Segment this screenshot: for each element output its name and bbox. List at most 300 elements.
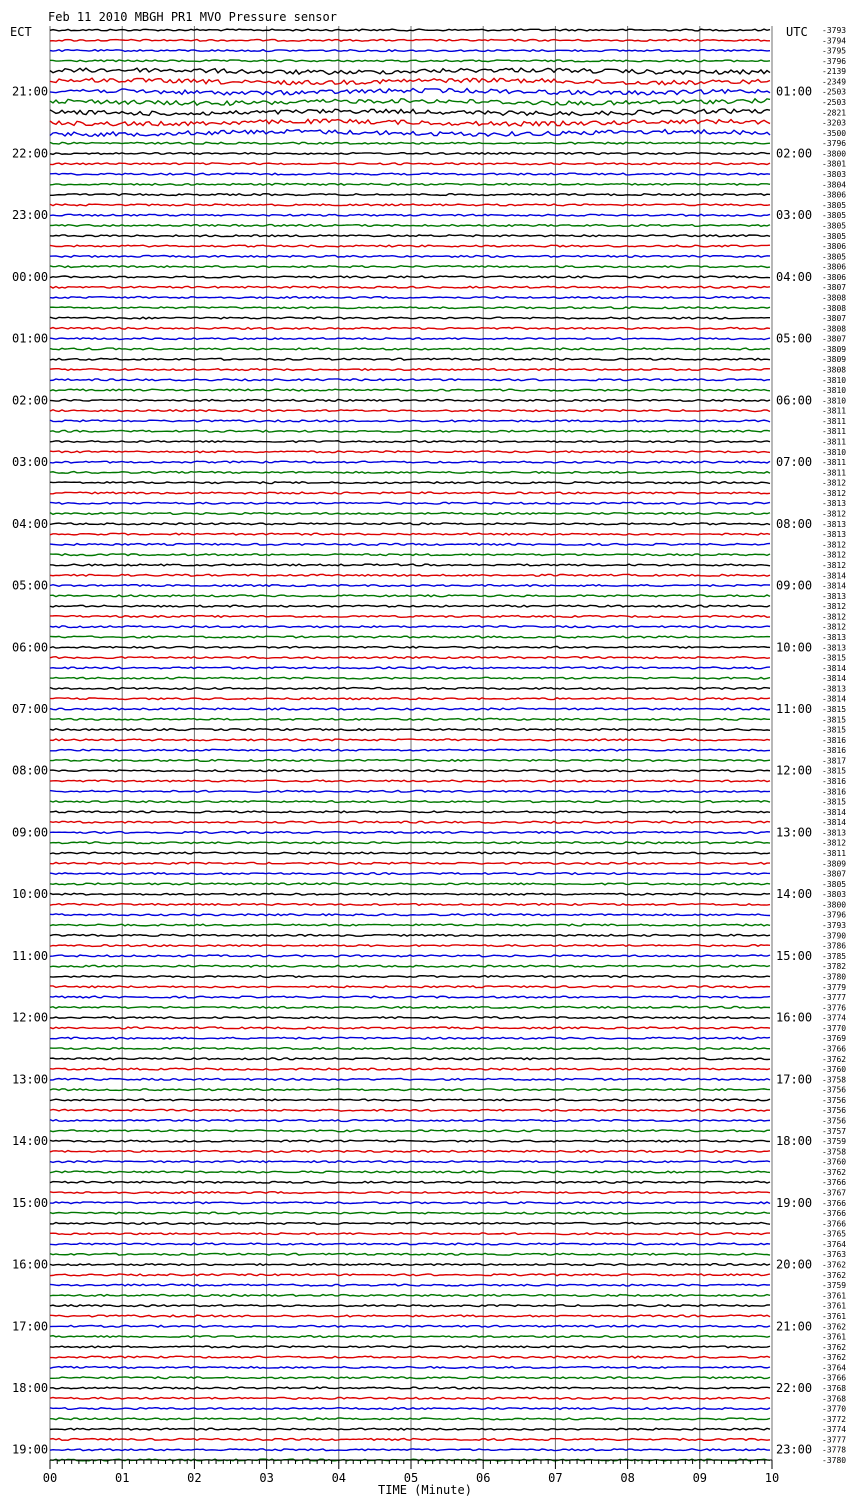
trace-value-label: -3814: [822, 674, 847, 684]
ect-hour-label: 06:00: [12, 640, 49, 655]
trace-line-109: [50, 1150, 770, 1152]
trace-value-label: -3770: [822, 1404, 847, 1414]
utc-hour-label: 19:00: [776, 1195, 813, 1210]
utc-hour-label: 09:00: [776, 578, 813, 593]
trace-value-label: -3770: [822, 1023, 847, 1033]
trace-line-137: [50, 1439, 770, 1441]
trace-value-label: -3796: [822, 910, 847, 920]
trace-value-label: -3759: [822, 1137, 847, 1147]
trace-value-label: -3776: [822, 1003, 847, 1013]
trace-line-11: [50, 142, 770, 144]
trace-line-81: [50, 862, 770, 864]
trace-value-label: -3814: [822, 663, 847, 673]
trace-line-16: [50, 194, 770, 196]
trace-line-52: [50, 564, 770, 566]
trace-value-label: -3778: [822, 1445, 847, 1455]
trace-line-21: [50, 245, 770, 247]
trace-line-64: [50, 688, 770, 690]
trace-line-23: [50, 266, 770, 268]
trace-value-label: -3762: [822, 1054, 847, 1064]
trace-value-label: -3500: [822, 128, 847, 138]
trace-line-24: [50, 276, 770, 278]
trace-line-115: [50, 1212, 770, 1214]
trace-line-35: [50, 389, 770, 391]
trace-value-label: -3808: [822, 303, 847, 313]
trace-value-label: -3780: [822, 1456, 847, 1465]
trace-value-label: -3812: [822, 478, 847, 488]
trace-line-27: [50, 307, 770, 309]
trace-line-41: [50, 451, 770, 453]
trace-line-57: [50, 616, 770, 618]
trace-line-125: [50, 1315, 770, 1317]
ect-hour-label: 23:00: [12, 208, 49, 223]
trace-line-92: [50, 976, 770, 978]
ect-hour-label: 07:00: [12, 701, 49, 716]
ect-hour-label: 02:00: [12, 393, 49, 408]
trace-line-70: [50, 749, 770, 751]
trace-line-60: [50, 646, 770, 648]
trace-value-label: -3774: [822, 1425, 847, 1435]
trace-value-label: -3805: [822, 252, 847, 262]
trace-value-label: -3815: [822, 715, 847, 725]
trace-value-label: -3805: [822, 200, 847, 210]
trace-value-label: -3812: [822, 622, 847, 632]
trace-value-label: -2503: [822, 98, 847, 108]
ect-hour-label: 09:00: [12, 825, 49, 840]
utc-hour-label: 03:00: [776, 208, 813, 223]
utc-hour-label: 07:00: [776, 455, 813, 470]
trace-value-label: -3805: [822, 231, 847, 241]
ect-hour-label: 08:00: [12, 763, 49, 778]
trace-value-label: -3812: [822, 550, 847, 560]
trace-value-label: -2503: [822, 87, 847, 97]
ect-hour-label: 04:00: [12, 516, 49, 531]
trace-value-label: -3796: [822, 139, 847, 149]
utc-hour-label: 15:00: [776, 948, 813, 963]
trace-value-label: -3814: [822, 581, 847, 591]
trace-value-label: -3806: [822, 272, 847, 282]
trace-value-label: -3760: [822, 1157, 847, 1167]
utc-hour-label: 10:00: [776, 640, 813, 655]
utc-hour-label: 18:00: [776, 1134, 813, 1149]
trace-value-label: -3758: [822, 1075, 847, 1085]
trace-line-108: [50, 1140, 770, 1142]
trace-line-80: [50, 852, 770, 854]
trace-line-121: [50, 1274, 770, 1276]
trace-value-label: -3813: [822, 632, 847, 642]
trace-value-label: -3812: [822, 488, 847, 498]
trace-line-62: [50, 667, 770, 669]
trace-line-40: [50, 441, 770, 443]
trace-value-label: -3812: [822, 560, 847, 570]
x-axis-ticks: [43, 1460, 779, 1485]
trace-value-label: -3759: [822, 1281, 847, 1291]
trace-line-88: [50, 934, 770, 936]
trace-line-69: [50, 739, 770, 741]
trace-line-3: [50, 60, 770, 62]
trace-value-label: -3808: [822, 293, 847, 303]
ect-hour-label: 12:00: [12, 1010, 49, 1025]
utc-hour-label: 22:00: [776, 1380, 813, 1395]
trace-line-86: [50, 914, 770, 916]
trace-line-138: [50, 1449, 770, 1451]
trace-value-label: -3762: [822, 1260, 847, 1270]
ect-hour-label: 17:00: [12, 1319, 49, 1334]
ect-hour-label: 00:00: [12, 269, 49, 284]
trace-line-123: [50, 1295, 770, 1297]
trace-value-labels: [822, 26, 846, 1465]
trace-value-label: -3815: [822, 653, 847, 663]
trace-line-10: [50, 130, 770, 137]
ect-hour-labels: [12, 85, 48, 1457]
trace-value-label: -3807: [822, 869, 847, 879]
trace-value-label: -3812: [822, 540, 847, 550]
trace-line-34: [50, 379, 770, 381]
trace-line-79: [50, 842, 770, 844]
trace-line-26: [50, 297, 770, 299]
trace-value-label: -3808: [822, 324, 847, 334]
trace-value-label: -3794: [822, 36, 847, 46]
trace-value-label: -3814: [822, 818, 847, 828]
utc-hour-label: 14:00: [776, 887, 813, 902]
trace-value-label: -3809: [822, 344, 847, 354]
x-tick-label: 02: [187, 1471, 202, 1485]
trace-line-44: [50, 482, 770, 484]
trace-value-label: -3762: [822, 1322, 847, 1332]
trace-value-label: -3809: [822, 859, 847, 869]
x-tick-label: 09: [692, 1471, 708, 1485]
trace-value-label: -3813: [822, 519, 847, 529]
trace-line-5: [50, 78, 770, 85]
ect-hour-label: 11:00: [12, 948, 49, 963]
trace-value-label: -2139: [822, 67, 847, 77]
trace-value-label: -3757: [822, 1126, 847, 1136]
trace-line-47: [50, 513, 770, 515]
trace-value-label: -3806: [822, 190, 847, 200]
utc-hour-label: 21:00: [776, 1319, 813, 1334]
trace-line-116: [50, 1222, 770, 1224]
trace-line-107: [50, 1130, 770, 1132]
trace-line-31: [50, 348, 770, 350]
chart-title: Feb 11 2010 MBGH PR1 MVO Pressure sensor: [48, 10, 337, 24]
x-axis-label: TIME (Minute): [378, 1483, 472, 1497]
trace-value-label: -3813: [822, 828, 847, 838]
trace-line-129: [50, 1356, 770, 1358]
trace-line-71: [50, 760, 770, 762]
trace-line-128: [50, 1346, 770, 1348]
utc-hour-label: 01:00: [776, 84, 813, 99]
trace-value-label: -3782: [822, 962, 847, 972]
trace-line-37: [50, 410, 770, 412]
trace-line-97: [50, 1027, 770, 1029]
trace-value-label: -3810: [822, 396, 847, 406]
utc-hour-label: 02:00: [776, 146, 813, 161]
trace-line-105: [50, 1109, 770, 1111]
utc-hour-label: 05:00: [776, 331, 813, 346]
trace-value-label: -3811: [822, 406, 847, 416]
trace-line-12: [50, 153, 770, 155]
trace-value-label: -3766: [822, 1373, 847, 1383]
trace-value-label: -3769: [822, 1034, 847, 1044]
trace-value-label: -3760: [822, 1065, 847, 1075]
trace-value-label: -3796: [822, 56, 847, 66]
trace-line-78: [50, 832, 770, 834]
trace-value-label: -3813: [822, 530, 847, 540]
trace-line-9: [50, 119, 770, 126]
ect-hour-label: 01:00: [12, 331, 49, 346]
trace-line-84: [50, 893, 770, 895]
trace-line-19: [50, 225, 770, 227]
trace-value-label: -3812: [822, 612, 847, 622]
trace-value-label: -3793: [822, 921, 847, 931]
trace-line-38: [50, 420, 770, 422]
x-tick-label: 06: [475, 1471, 491, 1485]
trace-line-4: [50, 68, 770, 74]
trace-value-label: -3807: [822, 283, 847, 293]
trace-value-label: -3765: [822, 1229, 847, 1239]
ect-hour-label: 21:00: [12, 84, 49, 99]
trace-line-120: [50, 1264, 770, 1266]
trace-value-label: -3762: [822, 1270, 847, 1280]
trace-value-label: -3805: [822, 221, 847, 231]
trace-line-101: [50, 1068, 770, 1070]
trace-value-label: -3811: [822, 437, 847, 447]
trace-value-label: -3800: [822, 149, 847, 159]
trace-line-134: [50, 1408, 770, 1410]
trace-line-75: [50, 801, 770, 803]
trace-line-13: [50, 163, 770, 165]
utc-hour-label: 04:00: [776, 269, 813, 284]
ect-label: ECT: [10, 25, 32, 39]
trace-value-label: -3808: [822, 365, 847, 375]
utc-hour-label: 12:00: [776, 763, 813, 778]
ect-hour-label: 16:00: [12, 1257, 49, 1272]
ect-hour-label: 14:00: [12, 1134, 49, 1149]
trace-line-18: [50, 214, 770, 216]
trace-value-label: -3816: [822, 735, 847, 745]
trace-value-label: -3756: [822, 1106, 847, 1116]
trace-line-66: [50, 708, 770, 710]
trace-value-label: -3785: [822, 951, 847, 961]
trace-line-103: [50, 1089, 770, 1091]
trace-line-17: [50, 204, 770, 206]
trace-line-112: [50, 1181, 770, 1183]
trace-line-130: [50, 1367, 770, 1369]
ect-hour-label: 03:00: [12, 455, 49, 470]
trace-value-label: -3813: [822, 591, 847, 601]
trace-line-77: [50, 821, 770, 823]
trace-line-63: [50, 677, 770, 679]
trace-value-label: -3805: [822, 211, 847, 221]
utc-hour-label: 17:00: [776, 1072, 813, 1087]
trace-value-label: -3811: [822, 458, 847, 468]
trace-line-94: [50, 996, 770, 998]
utc-label: UTC: [786, 25, 808, 39]
trace-line-15: [50, 183, 770, 185]
trace-line-114: [50, 1202, 770, 1204]
trace-line-30: [50, 338, 770, 340]
ect-hour-label: 10:00: [12, 887, 49, 902]
trace-value-label: -3811: [822, 849, 847, 859]
trace-value-label: -3812: [822, 509, 847, 519]
trace-value-label: -3815: [822, 766, 847, 776]
trace-line-117: [50, 1233, 770, 1235]
trace-line-43: [50, 471, 770, 473]
trace-line-119: [50, 1253, 770, 1255]
trace-value-label: -3803: [822, 890, 847, 900]
trace-value-label: -3761: [822, 1301, 847, 1311]
trace-line-39: [50, 430, 770, 432]
trace-value-label: -3790: [822, 931, 847, 941]
trace-value-label: -3779: [822, 982, 847, 992]
utc-hour-label: 20:00: [776, 1257, 813, 1272]
trace-value-label: -3813: [822, 684, 847, 694]
trace-value-label: -3766: [822, 1178, 847, 1188]
trace-value-label: -3811: [822, 427, 847, 437]
trace-line-113: [50, 1192, 770, 1194]
trace-line-95: [50, 1006, 770, 1008]
trace-line-1: [50, 39, 770, 41]
trace-value-label: -3815: [822, 725, 847, 735]
trace-line-83: [50, 883, 770, 885]
trace-line-59: [50, 636, 770, 638]
trace-line-32: [50, 358, 770, 360]
ect-hour-label: 18:00: [12, 1380, 49, 1395]
trace-value-label: -3814: [822, 571, 847, 581]
ect-hour-label: 13:00: [12, 1072, 49, 1087]
x-tick-label: 01: [114, 1471, 130, 1485]
trace-line-99: [50, 1048, 770, 1050]
trace-value-label: -3793: [822, 26, 847, 35]
trace-line-65: [50, 698, 770, 700]
trace-line-131: [50, 1377, 770, 1379]
trace-line-118: [50, 1243, 770, 1245]
trace-value-label: -3807: [822, 314, 847, 324]
trace-line-135: [50, 1418, 770, 1420]
trace-value-label: -3806: [822, 242, 847, 252]
utc-hour-label: 16:00: [776, 1010, 813, 1025]
trace-value-label: -3777: [822, 993, 847, 1003]
trace-line-127: [50, 1336, 770, 1338]
trace-value-label: -3807: [822, 334, 847, 344]
trace-value-label: -3816: [822, 777, 847, 787]
trace-value-label: -3810: [822, 375, 847, 385]
utc-hour-label: 11:00: [776, 701, 813, 716]
trace-value-label: -3766: [822, 1219, 847, 1229]
trace-value-label: -3795: [822, 46, 847, 56]
trace-value-label: -3761: [822, 1332, 847, 1342]
trace-line-96: [50, 1017, 770, 1019]
trace-line-6: [50, 88, 770, 94]
trace-line-87: [50, 924, 770, 926]
trace-value-label: -3774: [822, 1013, 847, 1023]
trace-value-label: -3815: [822, 704, 847, 714]
trace-line-132: [50, 1387, 770, 1389]
trace-line-0: [50, 29, 770, 31]
trace-value-label: -3756: [822, 1085, 847, 1095]
trace-line-55: [50, 595, 770, 597]
trace-value-label: -3756: [822, 1116, 847, 1126]
trace-line-110: [50, 1161, 770, 1163]
trace-value-label: -3772: [822, 1414, 847, 1424]
trace-value-label: -3780: [822, 972, 847, 982]
trace-value-label: -3800: [822, 900, 847, 910]
trace-value-label: -3766: [822, 1209, 847, 1219]
trace-line-49: [50, 533, 770, 535]
x-tick-label: 05: [403, 1471, 419, 1485]
trace-value-label: -3810: [822, 386, 847, 396]
trace-value-label: -3817: [822, 756, 847, 766]
trace-value-label: -3764: [822, 1363, 847, 1373]
trace-value-label: -3812: [822, 838, 847, 848]
trace-value-label: -3203: [822, 118, 847, 128]
utc-hour-label: 23:00: [776, 1442, 813, 1457]
x-tick-label: 10: [764, 1471, 780, 1485]
trace-value-label: -3803: [822, 170, 847, 180]
ect-hour-label: 05:00: [12, 578, 49, 593]
x-tick-label: 08: [620, 1471, 635, 1485]
trace-value-label: -3814: [822, 807, 847, 817]
trace-value-label: -3761: [822, 1311, 847, 1321]
trace-line-42: [50, 461, 770, 463]
utc-hour-label: 13:00: [776, 825, 813, 840]
trace-line-82: [50, 873, 770, 875]
trace-value-label: -3805: [822, 879, 847, 889]
trace-line-90: [50, 955, 770, 957]
trace-line-29: [50, 327, 770, 329]
trace-value-label: -3804: [822, 180, 847, 190]
trace-line-2: [50, 50, 770, 52]
trace-line-102: [50, 1078, 770, 1080]
trace-value-label: -3806: [822, 262, 847, 272]
trace-line-50: [50, 543, 770, 545]
trace-value-label: -2349: [822, 77, 847, 87]
trace-value-label: -3786: [822, 941, 847, 951]
trace-line-58: [50, 626, 770, 628]
trace-value-label: -3811: [822, 416, 847, 426]
trace-line-106: [50, 1120, 770, 1122]
trace-line-136: [50, 1428, 770, 1430]
trace-line-126: [50, 1325, 770, 1327]
trace-line-20: [50, 235, 770, 237]
trace-value-label: -3766: [822, 1198, 847, 1208]
trace-line-54: [50, 585, 770, 587]
ect-hour-label: 22:00: [12, 146, 49, 161]
trace-line-91: [50, 965, 770, 967]
trace-line-73: [50, 780, 770, 782]
trace-value-label: -3766: [822, 1044, 847, 1054]
trace-value-label: -3768: [822, 1383, 847, 1393]
trace-line-124: [50, 1305, 770, 1307]
trace-line-56: [50, 605, 770, 607]
trace-value-label: -3809: [822, 355, 847, 365]
trace-value-label: -3777: [822, 1435, 847, 1445]
trace-line-51: [50, 554, 770, 556]
trace-value-label: -3810: [822, 447, 847, 457]
trace-line-46: [50, 502, 770, 504]
trace-value-label: -3761: [822, 1291, 847, 1301]
x-tick-label: 03: [259, 1471, 274, 1485]
trace-line-68: [50, 729, 770, 731]
trace-value-label: -3756: [822, 1095, 847, 1105]
trace-line-67: [50, 718, 770, 720]
x-tick-label: 04: [331, 1471, 347, 1485]
x-tick-label: 00: [42, 1471, 58, 1485]
trace-value-label: -3813: [822, 499, 847, 509]
trace-line-61: [50, 657, 770, 659]
trace-line-111: [50, 1171, 770, 1173]
trace-value-label: -3767: [822, 1188, 847, 1198]
